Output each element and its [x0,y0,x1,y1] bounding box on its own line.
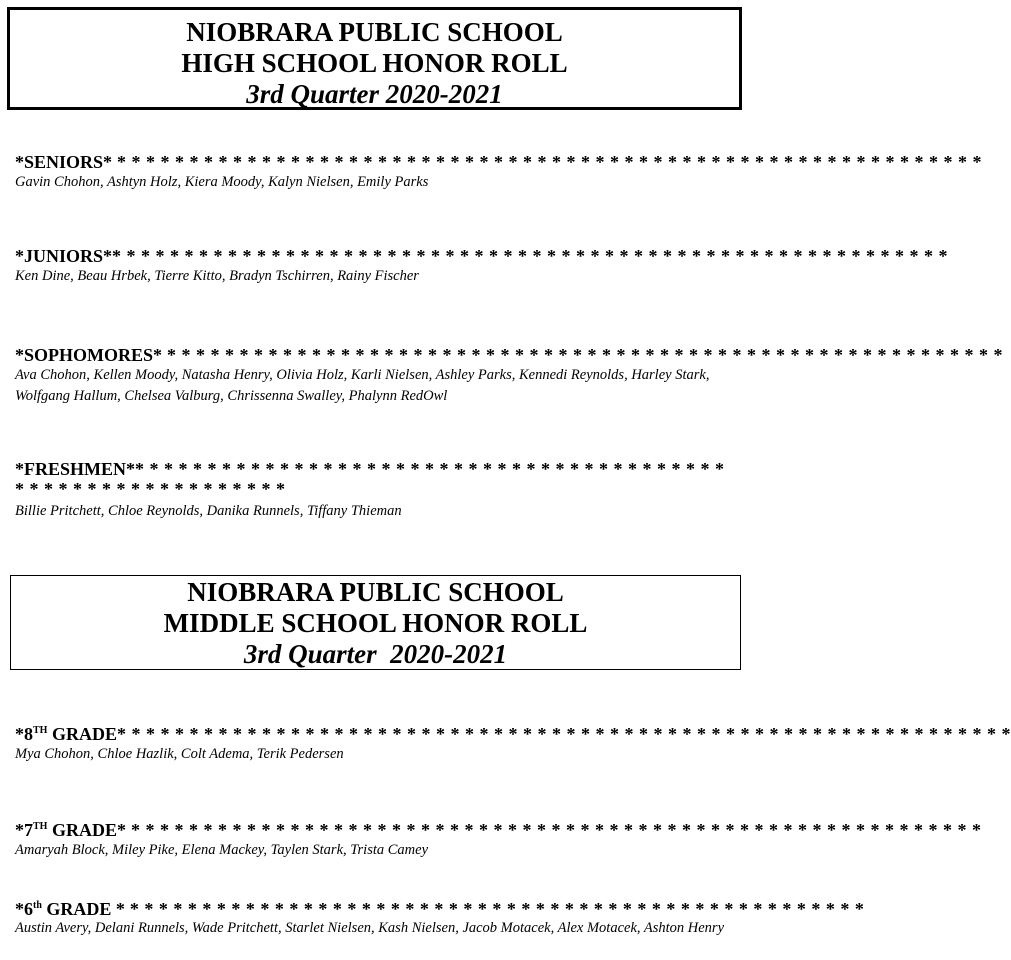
section-heading: *JUNIORS** * * * * * * * * * * * * * * * * * * * * * * * * * * * * * * * * * * * * * * * * * * * * * * * * * * * * * * * * * [15,246,949,266]
star-divider: * * * * * * * * * * * * * * * * * * * * * * * * * * * * * * * * * * * * * * * * * * * * * * * * * * * * * * * * * * [112,246,949,266]
high-school-title-box [7,7,742,110]
middle-school-title-box [10,575,741,670]
star-divider: * * * * * * * * * * * * * * * * * * * * * * * * * * * * * * * * * * * * * * * * * * * * * * * * * * * * * * * * * * * * * * [116,724,1011,744]
honor-roll-title: MIDDLE SCHOOL HONOR ROLL [163,608,588,638]
grade-8-section [15,724,1011,765]
section-heading: *8TH GRADE* * * * * * * * * * * * * * * * * * * * * * * * * * * * * * * * * * * * * * * * * * * * * * * * * * * * * * * * * * * * * * [15,724,1011,744]
section-heading: *SENIORS* * * * * * * * * * * * * * * * * * * * * * * * * * * * * * * * * * * * * * * * * * * * * * * * * * * * * * * * * * * * * [15,152,983,172]
student-names: Billie Pritchett, Chloe Reynolds, Danika Runnels, Tiffany Thieman [15,503,402,519]
star-divider: * * * * * * * * * * * * * * * * * * * * * * * * * * * * * * * * * * * * * * * * * * * * * * * * * * * * * * * * * * * * [15,459,725,499]
section-heading: *SOPHOMORES* * * * * * * * * * * * * * * * * * * * * * * * * * * * * * * * * * * * * * * * * * * * * * * * * * * * * * * * * * * [15,345,1004,365]
student-names: Amaryah Block, Miley Pike, Elena Mackey, Taylen Stark, Trista Camey [15,842,429,858]
section-heading: *6th GRADE * * * * * * * * * * * * * * * * * * * * * * * * * * * * * * * * * * * * * * * * * * * * * * * * * * * * [15,899,865,919]
student-names: Mya Chohon, Chloe Hazlik, Colt Adema, Terik Pedersen [15,746,344,762]
star-divider: * * * * * * * * * * * * * * * * * * * * * * * * * * * * * * * * * * * * * * * * * * * * * * * * * * * * * * * * * * * [125,820,982,840]
student-names: Ava Chohon, Kellen Moody, Natasha Henry, Olivia Holz, Karli Nielsen, Ashley Parks, Kennedi Reynolds, Harley Stark, Wolfgang Hallum, Chelsea Valburg, Chrissenna Swalley, Phalynn RedOwl [15,367,710,404]
student-names: Ken Dine, Beau Hrbek, Tierre Kitto, Bradyn Tschirren, Rainy Fischer [15,268,419,284]
honor-roll-title: HIGH SCHOOL HONOR ROLL [181,48,568,78]
juniors-section [15,246,949,287]
school-name: NIOBRARA PUBLIC SCHOOL [186,17,563,47]
grade-6-section [15,899,865,938]
sophomores-section [15,345,1004,407]
star-divider: * * * * * * * * * * * * * * * * * * * * * * * * * * * * * * * * * * * * * * * * * * * * * * * * * * * * * * * * * * [162,345,1004,365]
freshmen-section [15,459,730,522]
school-name: NIOBRARA PUBLIC SCHOOL [187,577,564,607]
student-names: Austin Avery, Delani Runnels, Wade Pritchett, Starlet Nielsen, Kash Nielsen, Jacob Motacek, Alex Motacek, Ashton Henry [15,920,725,936]
star-divider: * * * * * * * * * * * * * * * * * * * * * * * * * * * * * * * * * * * * * * * * * * * * * * * * * * * * * * * * * * * * [112,152,983,172]
student-names: Gavin Chohon, Ashtyn Holz, Kiera Moody, Kalyn Nielsen, Emily Parks [15,174,429,190]
grade-7-section [15,820,982,861]
star-divider: * * * * * * * * * * * * * * * * * * * * * * * * * * * * * * * * * * * * * * * * * * * * * * * * * * * [124,899,865,919]
seniors-section [15,152,983,193]
section-heading: *FRESHMEN** * * * * * * * * * * * * * * * * * * * * * * * * * * * * * * * * * * * * * * * * * * * * * * * * * * * * * * * * * * * [15,459,725,499]
section-heading: *7TH GRADE* * * * * * * * * * * * * * * * * * * * * * * * * * * * * * * * * * * * * * * * * * * * * * * * * * * * * * * * * * * * [15,820,982,840]
quarter-label: 3rd Quarter 2020-2021 [243,639,508,669]
quarter-label: 3rd Quarter 2020-2021 [246,79,503,109]
